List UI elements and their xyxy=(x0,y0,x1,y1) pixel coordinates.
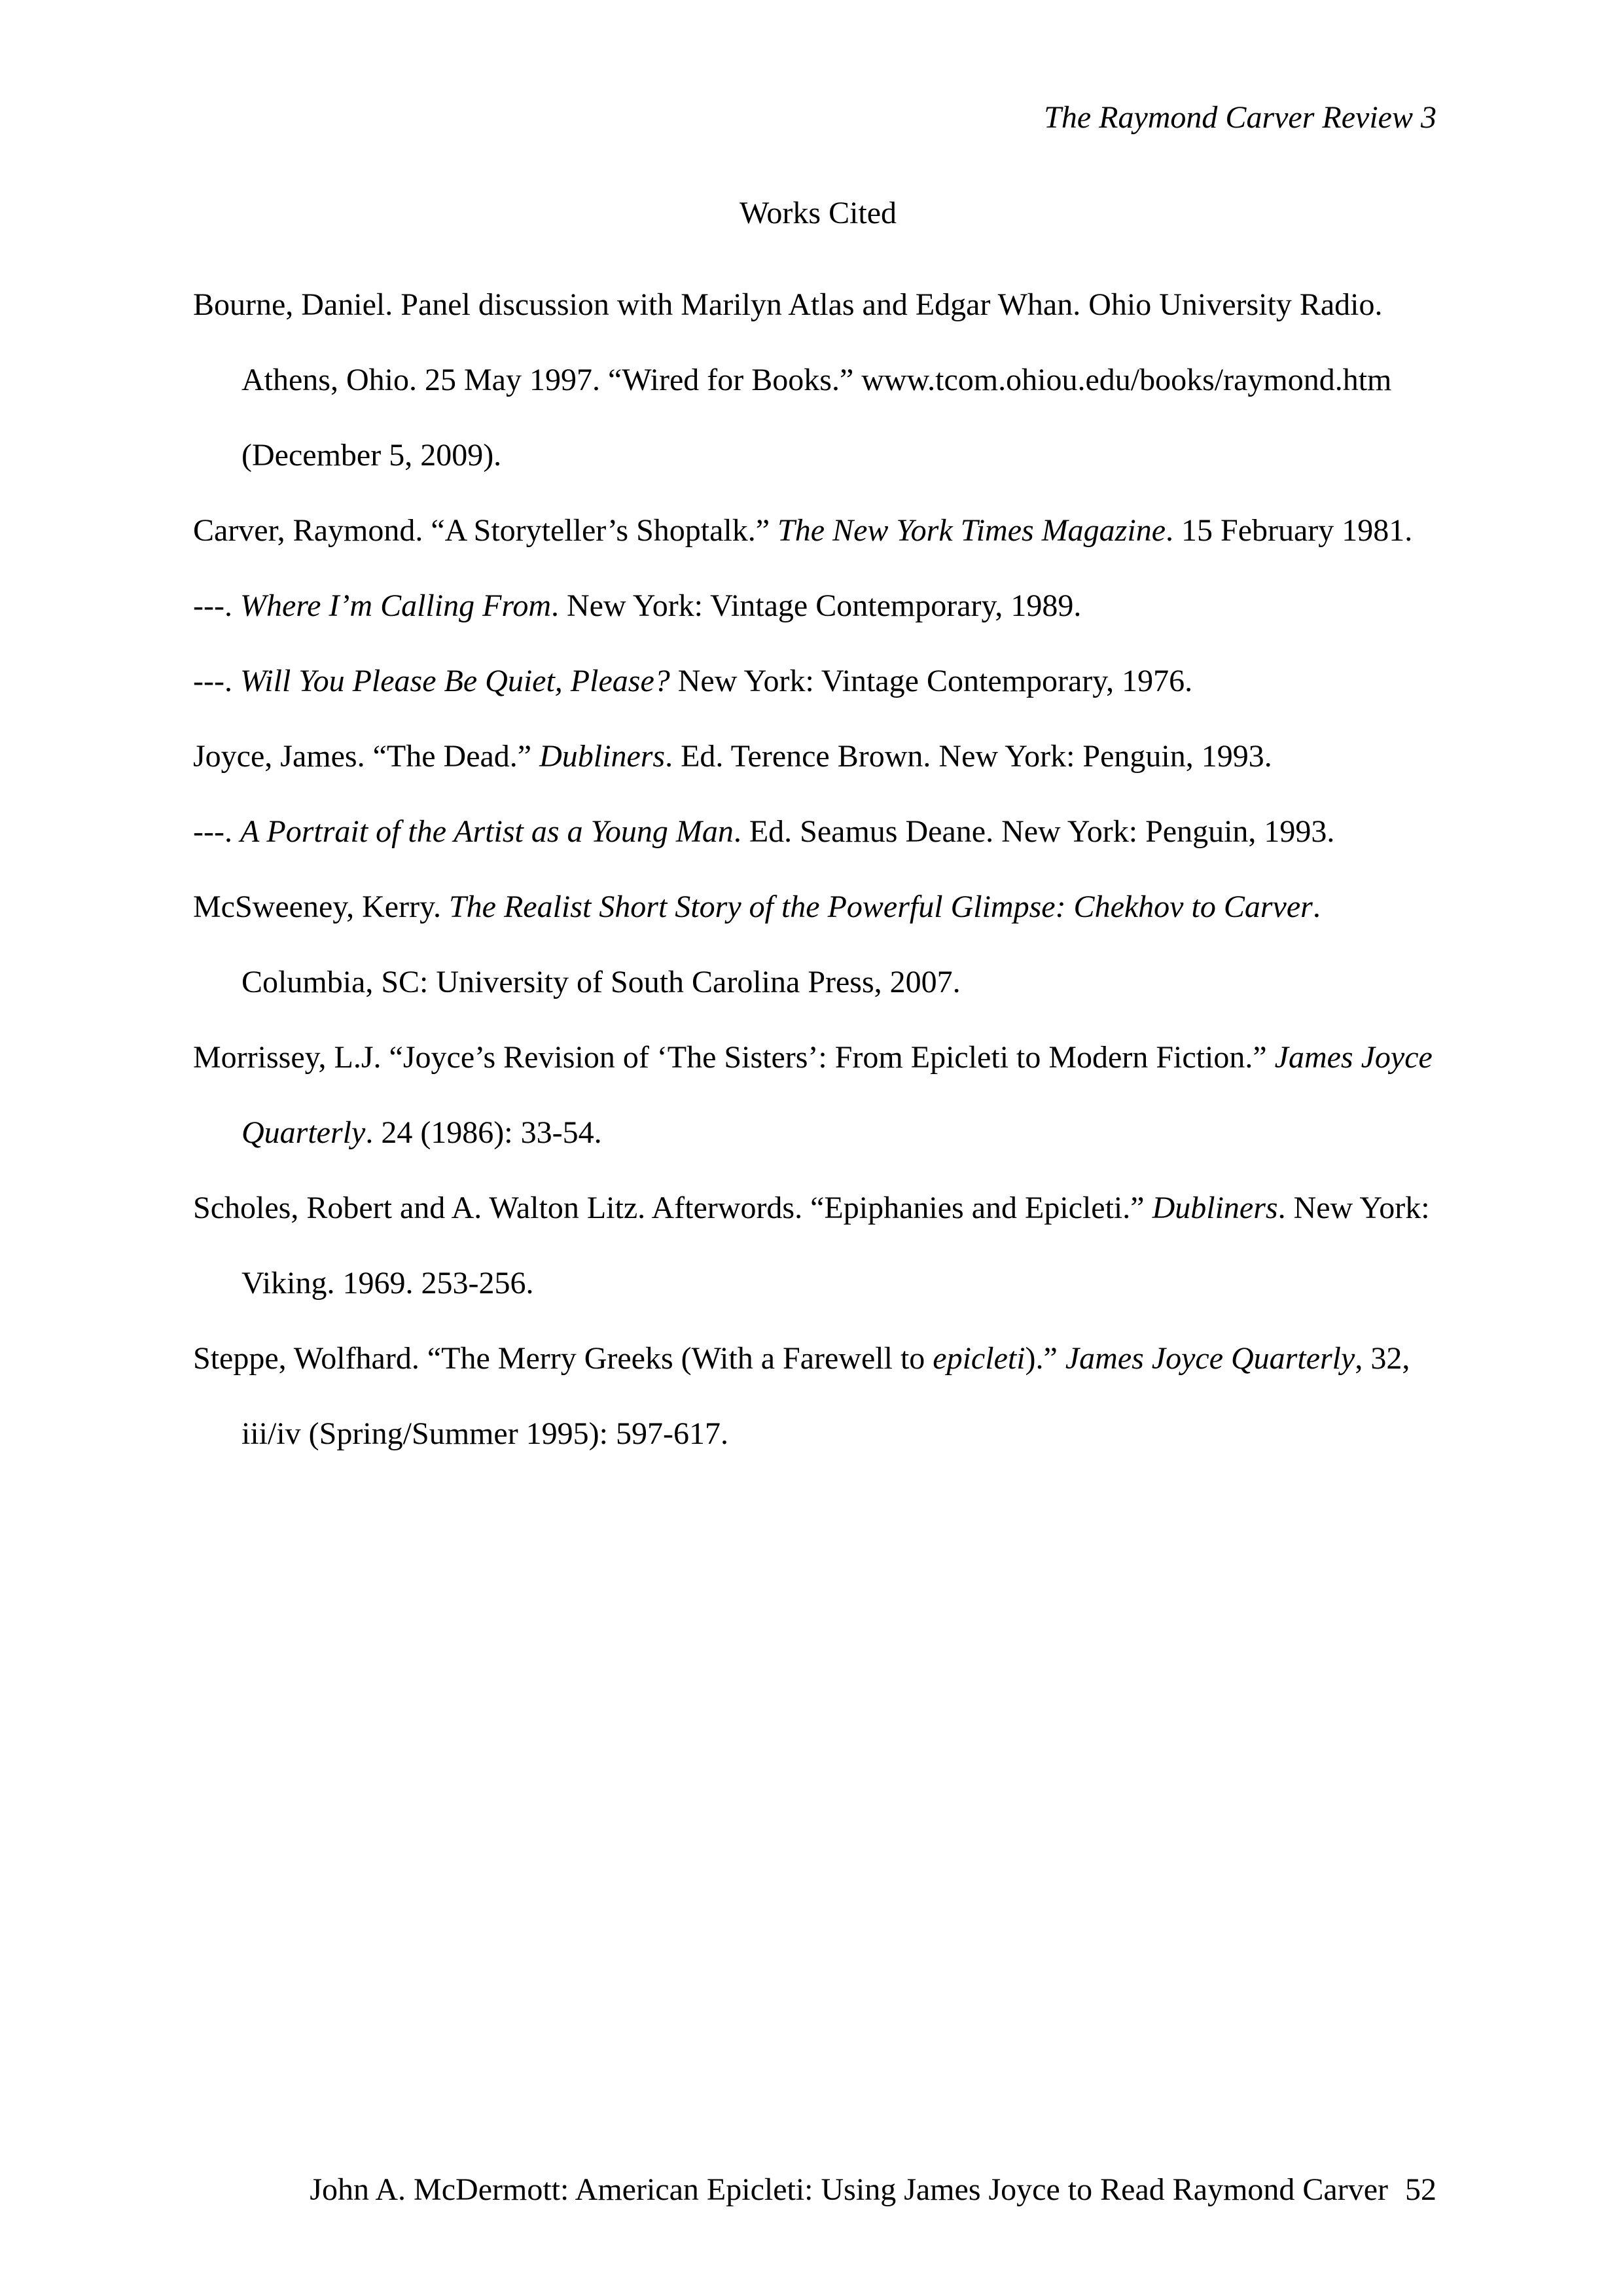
citation-entry xyxy=(193,719,1436,794)
citation-title-segment: Where I’m Calling From xyxy=(240,588,551,623)
citation-title-segment: James Joyce Quarterly xyxy=(1065,1341,1355,1376)
citation-text-segment: Joyce, James. “The Dead.” xyxy=(193,739,540,774)
citation-title-segment: Will You Please Be Quiet, Please? xyxy=(240,664,670,698)
citation-text-segment: ).” xyxy=(1025,1341,1065,1376)
citation-entry xyxy=(193,568,1436,643)
citation-text-segment: ---. xyxy=(193,588,240,623)
page-footer xyxy=(310,2170,1436,2210)
citation-entry xyxy=(193,869,1436,1020)
works-cited-list xyxy=(193,267,1436,1471)
citation-title-segment: James Joyce Quarterly xyxy=(241,1040,1433,1150)
footer-text: John A. McDermott: American Epicleti: Using James Joyce to Read Raymond Carver xyxy=(310,2172,1388,2207)
citation-entry xyxy=(193,493,1436,568)
citation-text-segment: . New York: Vintage Contemporary, 1989. xyxy=(550,588,1082,623)
citation-entry xyxy=(193,267,1436,493)
citation-text-segment: . Ed. Seamus Deane. New York: Penguin, 1993. xyxy=(733,814,1335,849)
citation-text-segment: . 15 February 1981. xyxy=(1166,513,1413,548)
citation-title-segment: The New York Times Magazine xyxy=(777,513,1166,548)
citation-text-segment: . 24 (1986): 33-54. xyxy=(365,1115,602,1150)
citation-text-segment: ---. xyxy=(193,814,240,849)
citation-text-segment: . New York: Viking. 1969. 253-256. xyxy=(241,1191,1430,1300)
citation-text-segment: Morrissey, L.J. “Joyce’s Revision of ‘The Sisters’: From Epicleti to Modern Fiction.” xyxy=(193,1040,1275,1075)
citation-title-segment: Dubliners xyxy=(1152,1191,1278,1225)
running-head: The Raymond Carver Review 3 xyxy=(1044,100,1436,135)
citation-text-segment: McSweeney, Kerry. xyxy=(193,889,449,924)
citation-text-segment: . Ed. Terence Brown. New York: Penguin, 1993. xyxy=(665,739,1272,774)
citation-text-segment: , 32, iii/iv (Spring/Summer 1995): 597-617. xyxy=(241,1341,1410,1451)
citation-entry xyxy=(193,1020,1436,1170)
citation-text-segment: Steppe, Wolfhard. “The Merry Greeks (With a Farewell to xyxy=(193,1341,933,1376)
citation-entry xyxy=(193,794,1436,869)
citation-text-segment: Carver, Raymond. “A Storyteller’s Shoptalk.” xyxy=(193,513,778,548)
citation-text-segment: . Columbia, SC: University of South Carolina Press, 2007. xyxy=(241,889,1321,999)
citation-title-segment: A Portrait of the Artist as a Young Man xyxy=(240,814,734,849)
citation-text-segment: ---. xyxy=(193,664,240,698)
works-cited-title: Works Cited xyxy=(739,196,897,230)
citation-title-segment: Dubliners xyxy=(539,739,666,774)
citation-entry xyxy=(193,1321,1436,1471)
citation-text-segment: Scholes, Robert and A. Walton Litz. Afterwords. “Epiphanies and Epicleti.” xyxy=(193,1191,1152,1225)
citation-text-segment: New York: Vintage Contemporary, 1976. xyxy=(669,664,1193,698)
citation-entry xyxy=(193,643,1436,719)
citation-title-segment: epicleti xyxy=(933,1341,1026,1376)
citation-entry xyxy=(193,1170,1436,1321)
page-number: 52 xyxy=(1405,2172,1436,2207)
citation-title-segment: The Realist Short Story of the Powerful Glimpse: Chekhov to Carver xyxy=(448,889,1313,924)
citation-text-segment: Bourne, Daniel. Panel discussion with Marilyn Atlas and Edgar Whan. Ohio University Radio. Athens, Ohio. 25 May 1997. “Wired for Books.” www.tcom.ohiou.edu/books/raymond.htm (December 5, 2009). xyxy=(193,287,1392,473)
